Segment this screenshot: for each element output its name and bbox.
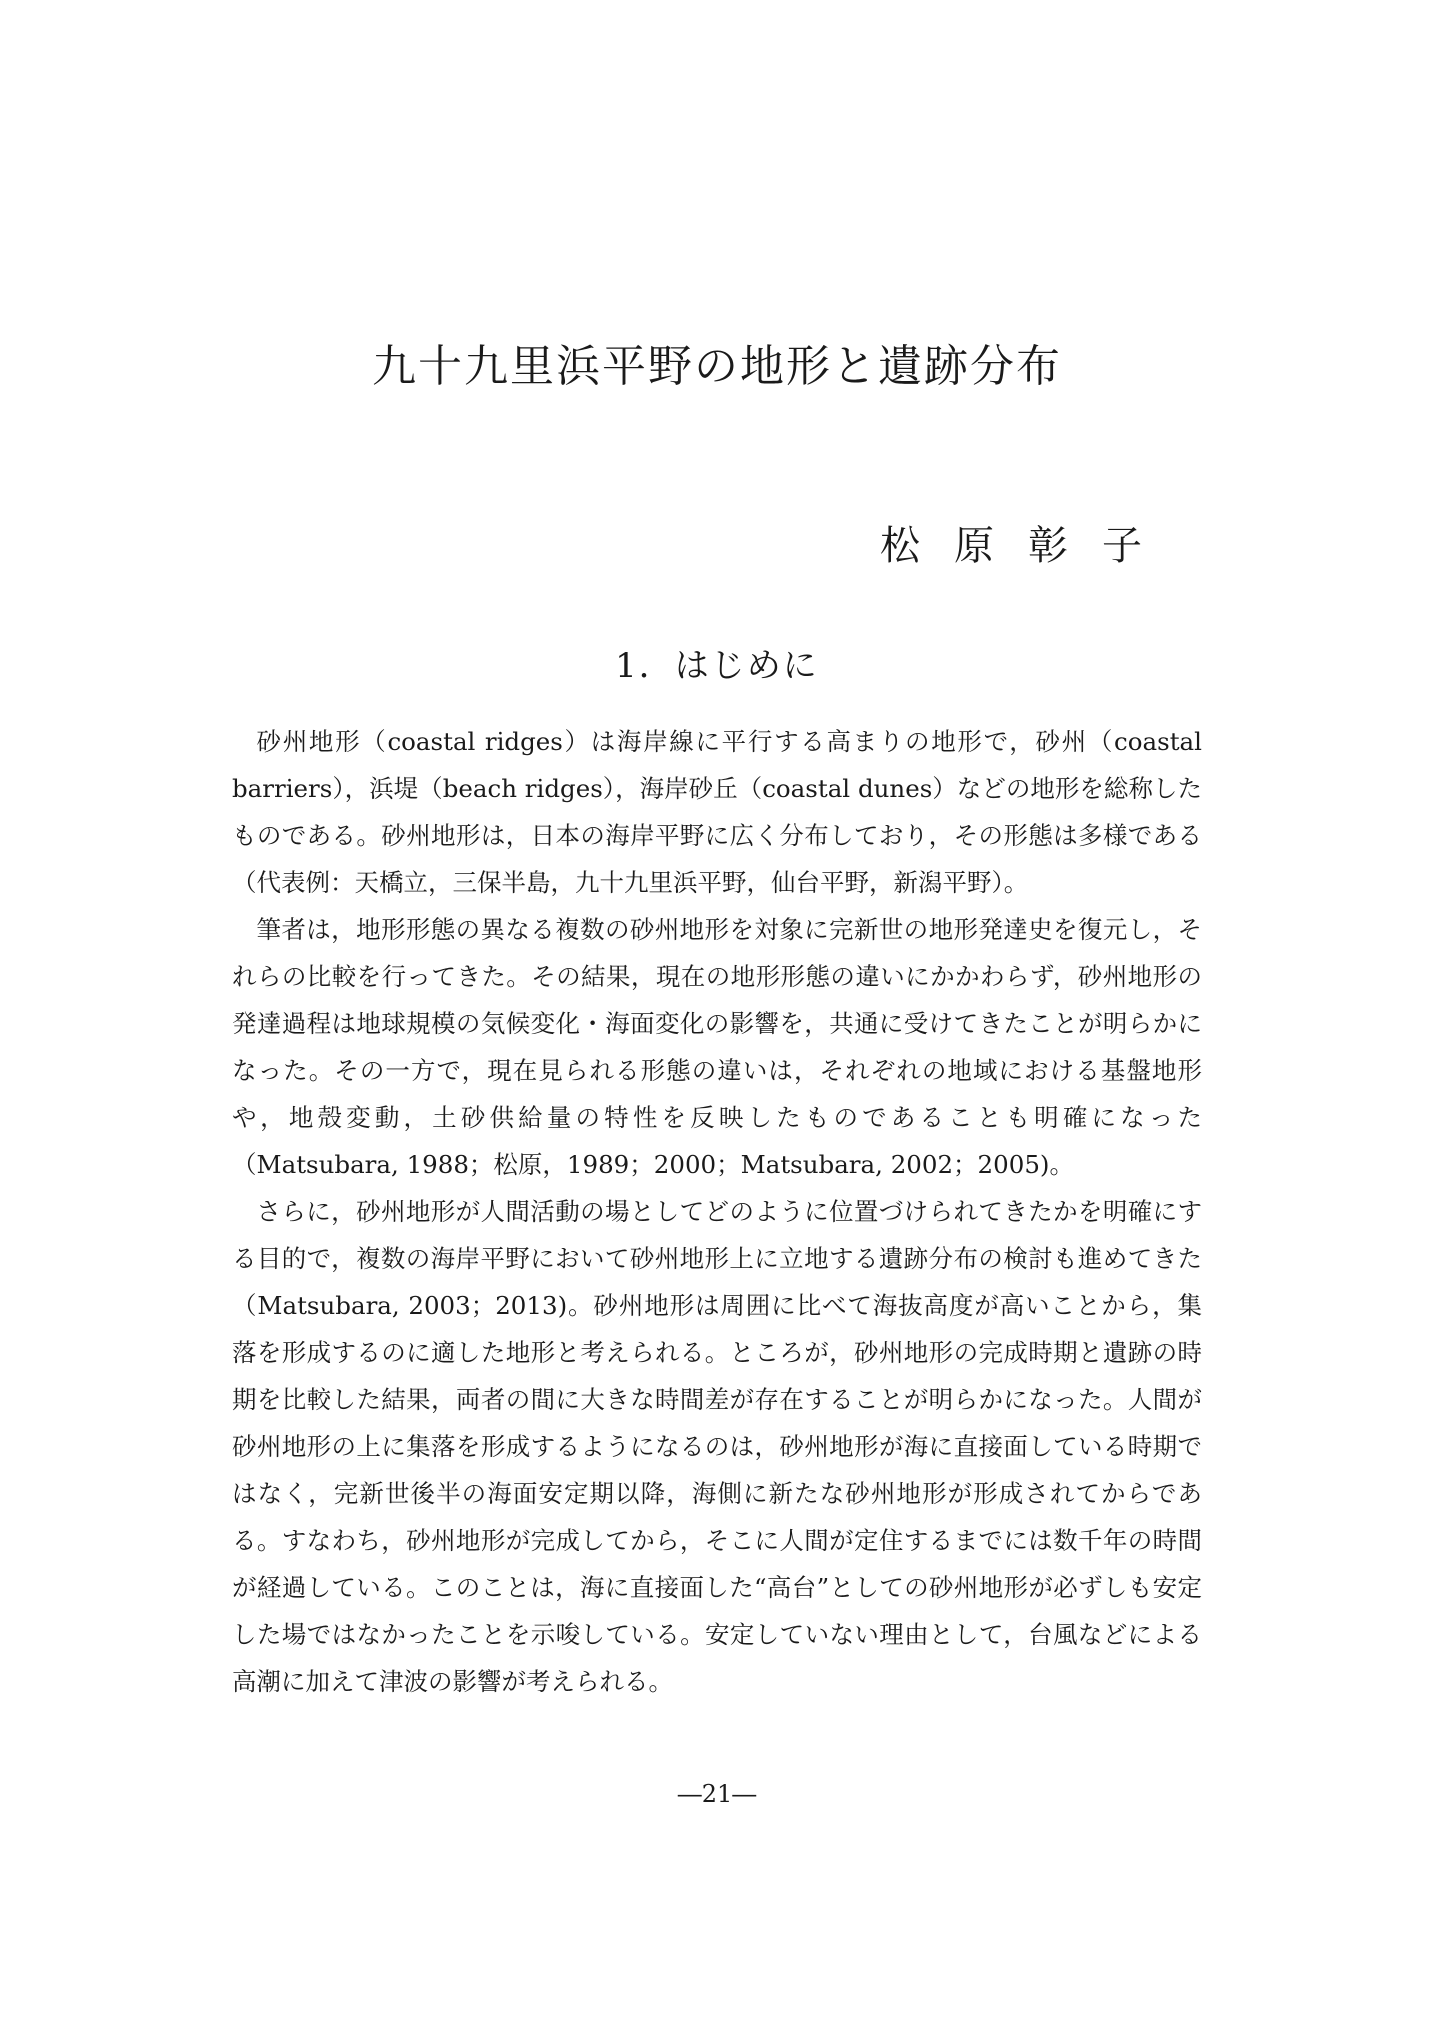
page-number: ―21― — [677, 1780, 757, 1808]
paragraph: 筆者は，地形形態の異なる複数の砂州地形を対象に完新世の地形発達史を復元し，それらの比較を行ってきた。その結果，現在の地形形態の違いにかかわらず，砂州地形の発達過程は地球規模の気候変化・海面変化の影響を，共通に受けてきたことが明らかになった。その一方で，現在見られる形態の違いは，それぞれの地域における基盤地形や，地殻変動，土砂供給量の特性を反映したものであることも明確になった（Matsubara, 1988；松原，1989；2000；Matsubara, 2002；2005)。 — [232, 915, 1202, 1179]
section-heading: 1．はじめに — [615, 646, 819, 686]
section-body — [232, 718, 1202, 1705]
page-title: 九十九里浜平野の地形と遺跡分布 — [372, 341, 1062, 392]
paragraph: 砂州地形（coastal ridges）は海岸線に平行する高まりの地形で，砂州（coastal barriers），浜堤（beach ridges），海岸砂丘（coastal dunes）などの地形を総称したものである。砂州地形は，日本の海岸平野に広く分布しており，その形態は多様である（代表例：天橋立，三保半島，九十九里浜平野，仙台平野，新潟平野）。 — [232, 727, 1202, 897]
paragraph: さらに，砂州地形が人間活動の場としてどのように位置づけられてきたかを明確にする目的で，複数の海岸平野において砂州地形上に立地する遺跡分布の検討も進めてきた（Matsubara, 2003；2013)。砂州地形は周囲に比べて海抜高度が高いことから，集落を形成するのに適した地形と考えられる。ところが，砂州地形の完成時期と遺跡の時期を比較した結果，両者の間に大きな時間差が存在することが明らかになった。人間が砂州地形の上に集落を形成するようになるのは，砂州地形が海に直接面している時期ではなく，完新世後半の海面安定期以降，海側に新たな砂州地形が形成されてからである。すなわち，砂州地形が完成してから，そこに人間が定住するまでには数千年の時間が経過している。このことは，海に直接面した“高台”としての砂州地形が必ずしも安定した場ではなかったことを示唆している。安定していない理由として，台風などによる高潮に加えて津波の影響が考えられる。 — [232, 1197, 1202, 1696]
author-name: 松原彰子 — [880, 523, 1176, 569]
